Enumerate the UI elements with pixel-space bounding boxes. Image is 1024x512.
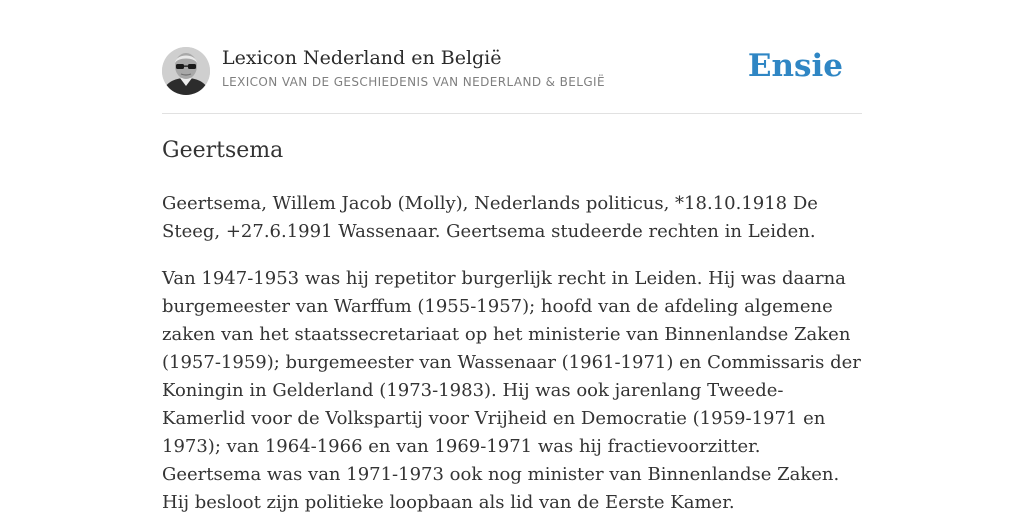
source-name[interactable]: Lexicon Nederland en België <box>222 47 502 69</box>
author-avatar[interactable] <box>162 47 210 95</box>
article-title: Geertsema <box>162 138 284 163</box>
source-header <box>162 44 862 114</box>
article-paragraph: Van 1947-1953 was hij repetitor burgerlijk recht in Leiden. Hij was daarna burgemeester van Warffum (1955-1957); hoofd van de afdeling algemene zaken van het staatssecretariaat op het ministerie van Binnenlandse Zaken (1957-1959); burgemeester van Wassenaar (1961-1971) en Commissaris der Koningin in Gelderland (1973-1983). Hij was ook jarenlang Tweede-Kamerlid voor de Volkspartij voor Vrijheid en Democratie (1959-1971 en 1973); van 1964-1966 en van 1969-1971 was hij fractievoorzitter. Geertsema was van 1971-1973 ook nog minister van Binnenlandse Zaken. Hij besloot zijn politieke loopbaan als lid van de Eerste Kamer. <box>162 268 861 512</box>
source-subtitle: LEXICON VAN DE GESCHIEDENIS VAN NEDERLAND & BELGIË <box>222 75 605 89</box>
article-body <box>162 190 862 512</box>
portrait-icon <box>162 47 210 95</box>
article-paragraph: Geertsema, Willem Jacob (Molly), Nederlands politicus, *18.10.1918 De Steeg, +27.6.1991 Wassenaar. Geertsema studeerde rechten in Leiden. <box>162 193 818 242</box>
ensie-logo[interactable]: Ensie <box>747 48 843 84</box>
